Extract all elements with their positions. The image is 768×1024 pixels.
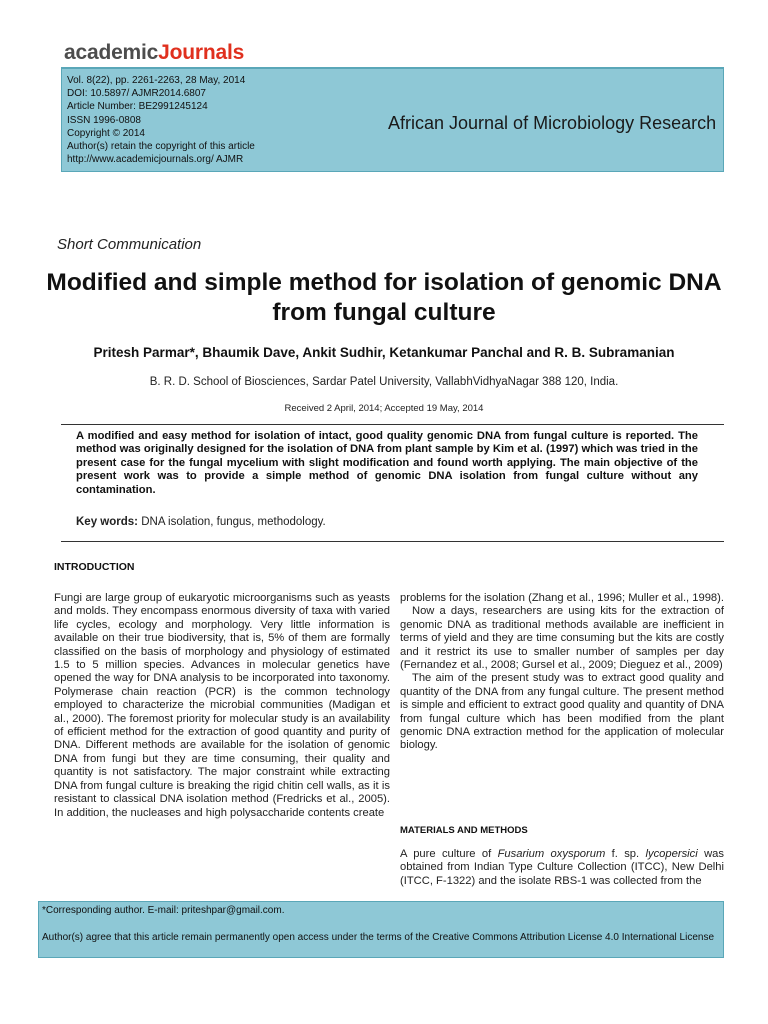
abstract: A modified and easy method for isolation of intact, good quality genomic DNA from fungal culture is reported. The method was originally designed for the isolation of DNA from plant sample by Kim et al. (1997) which was tried in the present case for the fungal mycelium with slight modification and found worth applying. The main objective of the present work was to provide a simple method of genomic DNA isolation from fungal culture without any contamination. — [76, 430, 698, 496]
article-metadata — [67, 74, 255, 166]
received-dates: Received 2 April, 2014; Accepted 19 May, 2014 — [284, 403, 484, 414]
publisher-logo-part2: Journals — [158, 41, 245, 64]
affiliation: B. R. D. School of Biosciences, Sardar Patel University, VallabhVidhyaNagar 388 120, India. — [149, 376, 619, 388]
left-column — [54, 592, 390, 820]
publisher-logo-part1: academic — [64, 41, 159, 64]
species-name: Fusarium oxysporum — [497, 848, 606, 860]
abstract-top-rule — [61, 424, 724, 425]
keywords — [76, 516, 326, 528]
keywords-label: Key words: — [76, 516, 138, 528]
journal-name: African Journal of Microbiology Research — [388, 113, 717, 133]
journal-url-link[interactable]: http://www.academicjournals.org/ AJMR — [67, 154, 244, 166]
corresponding-author: *Corresponding author. E-mail: priteshpar@gmail.com. — [42, 905, 285, 916]
section-type: Short Communication — [57, 236, 202, 253]
mm-text-1: A pure culture of — [400, 848, 498, 860]
intro-paragraph-2: problems for the isolation (Zhang et al., 1996; Muller et al., 1998). — [400, 592, 724, 604]
copyright-note-line: Author(s) retain the copyright of this article — [67, 141, 255, 153]
intro-paragraph-1: Fungi are large group of eukaryotic microorganisms such as yeasts and molds. They encompass enormous diversity of taxa with varied life cycles, ecology and morphology. Very little information is available on their true biodiversity, that is, 5% of them are formally classified on the basis of morphology and physiology of estimated 1.5 to 5 million species. Advances in molecular genetics have opened the way for DNA analysis to be incorporated into taxonomy. Polymerase chain reaction (PCR) is the common technology employed to characterize the microbial communities (Madigan et al., 2000). The foremost priority for molecular study is an availability of efficient method for the extraction of good quantity and purity of DNA. Different methods are available for the isolation of genomic DNA from fungi but they are time consuming, their quality and quantity is not satisfactory. The major constraint while extracting DNA from fungal culture is breaking the rigid chitin cell walls, as it is resistant to classical DNA isolation method (Fredricks et al., 2005). In addition, the nucleases and high polysaccharide contents create — [54, 592, 390, 819]
materials-methods-heading: MATERIALS AND METHODS — [400, 825, 528, 836]
right-column — [400, 592, 724, 753]
intro-paragraph-4: The aim of the present study was to extract good quality and quantity of the DNA from any fungal culture. The present method is simple and efficient to extract good quality and quantity of DNA from fungal culture which has been modified from the plant genomic DNA extraction method for the application of molecular biology. — [400, 672, 724, 752]
mm-text-2: f. sp. — [605, 848, 646, 860]
article-title: Modified and simple method for isolation of genomic DNA from fungal culture — [46, 269, 722, 326]
intro-paragraph-3: Now a days, researchers are using kits for the extraction of genomic DNA as traditional methods available are inefficient in terms of yield and they are time consuming but the kits are costly and it restrict its use to smaller number of samples per day (Fernandez et al., 2008; Gursel et al., 2009; Dieguez et al., 2009) — [400, 605, 724, 672]
forma-specialis: lycopersici — [645, 848, 698, 860]
mm-text-3: was obtained from Indian Type Culture Collection (ITCC), New Delhi (ITCC, F-1322) and the isolate RBS-1 was collected from the — [400, 848, 724, 887]
article-number-line: Article Number: BE2991245124 — [67, 101, 208, 113]
copyright-line: Copyright © 2014 — [67, 127, 145, 139]
abstract-bottom-rule — [61, 541, 724, 542]
publisher-logo — [64, 41, 244, 65]
doi-line[interactable]: DOI: 10.5897/ AJMR2014.6807 — [67, 88, 206, 100]
issn-line: ISSN 1996-0808 — [67, 114, 141, 126]
introduction-heading: INTRODUCTION — [54, 561, 135, 573]
license-note: Author(s) agree that this article remain permanently open access under the terms of the Creative Commons Attribution License 4.0 International License — [42, 932, 715, 943]
keywords-list: DNA isolation, fungus, methodology. — [141, 516, 326, 528]
volume-line: Vol. 8(22), pp. 2261-2263, 28 May, 2014 — [67, 75, 246, 86]
author-list: Pritesh Parmar*, Bhaumik Dave, Ankit Sudhir, Ketankumar Panchal and R. B. Subramanian — [93, 345, 675, 360]
materials-methods-paragraph — [400, 848, 724, 888]
